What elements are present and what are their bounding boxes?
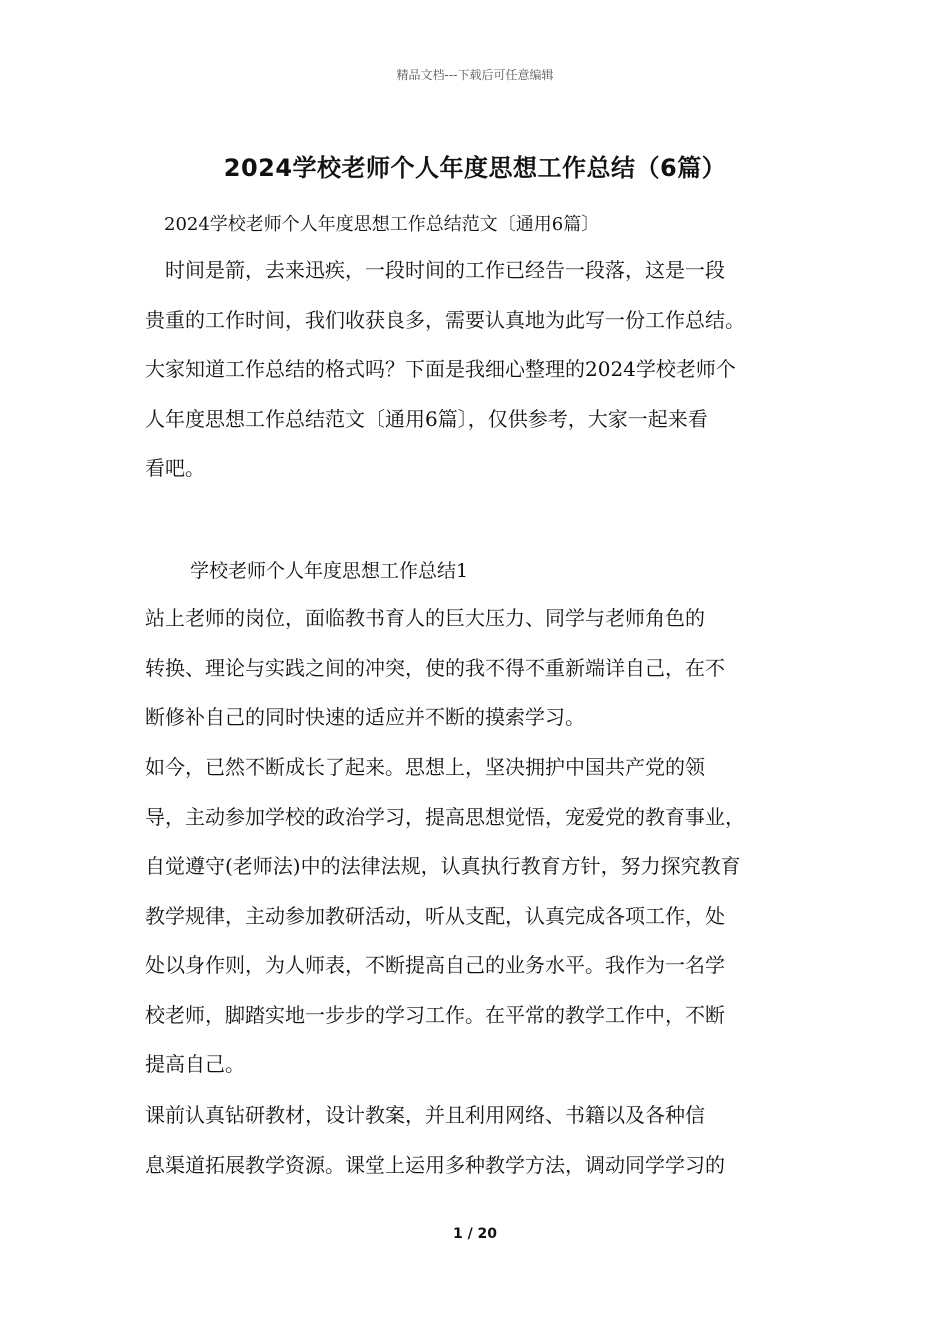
paragraph-line: 看吧。 — [145, 456, 205, 480]
page-header: 精品文档---下载后可任意编辑 — [396, 68, 554, 82]
paragraph-line: 息渠道拓展教学资源。课堂上运用多种教学方法，调动同学学习的 — [145, 1152, 725, 1177]
paragraph-line: 校老师，脚踏实地一步步的学习工作。在平常的教学工作中，不断 — [145, 1002, 725, 1027]
intro-paragraph — [145, 246, 815, 494]
document-title: 2024学校老师个人年度思想工作总结（6篇） — [223, 154, 727, 182]
body-paragraph-2 — [145, 743, 815, 1090]
paragraph-line: 站上老师的岗位，面临教书育人的巨大压力、同学与老师角色的 — [145, 606, 705, 630]
paragraph-line: 导，主动参加学校的政治学习，提高思想觉悟，宠爱党的教育事业， — [145, 804, 745, 829]
body-paragraph-3 — [145, 1091, 815, 1190]
paragraph-line: 人年度思想工作总结范文〔通用6篇〕，仅供参考，大家一起来看 — [145, 406, 708, 431]
paragraph-line: 课前认真钻研教材，设计教案，并且利用网络、书籍以及各种信 — [145, 1103, 705, 1127]
paragraph-line: 贵重的工作时间，我们收获良多，需要认真地为此写一份工作总结。 — [145, 307, 745, 332]
paragraph-line: 大家知道工作总结的格式吗？下面是我细心整理的2024学校老师个 — [145, 357, 736, 381]
section-heading: 学校老师个人年度思想工作总结1 — [190, 560, 469, 582]
paragraph-line: 提高自己。 — [145, 1052, 245, 1076]
page-number: 1 / 20 — [452, 1226, 498, 1242]
paragraph-line: 处以身作则，为人师表，不断提高自己的业务水平。我作为一名学 — [145, 953, 725, 977]
paragraph-line: 如今，已然不断成长了起来。思想上，坚决拥护中国共产党的领 — [145, 755, 705, 779]
paragraph-line: 自觉遵守(老师法)中的法律法规，认真执行教育方针，努力探究教育 — [145, 854, 741, 878]
paragraph-line: 教学规律，主动参加教研活动，听从支配，认真完成各项工作，处 — [145, 903, 725, 928]
body-paragraph-1 — [145, 594, 815, 743]
paragraph-line: 时间是箭，去来迅疾，一段时间的工作已经告一段落，这是一段 — [145, 258, 725, 282]
paragraph-line: 转换、理论与实践之间的冲突，使的我不得不重新端详自己，在不 — [145, 655, 725, 680]
paragraph-line: 断修补自己的同时快速的适应并不断的摸索学习。 — [145, 705, 585, 729]
document-subtitle: 2024学校老师个人年度思想工作总结范文〔通用6篇〕 — [164, 214, 600, 235]
